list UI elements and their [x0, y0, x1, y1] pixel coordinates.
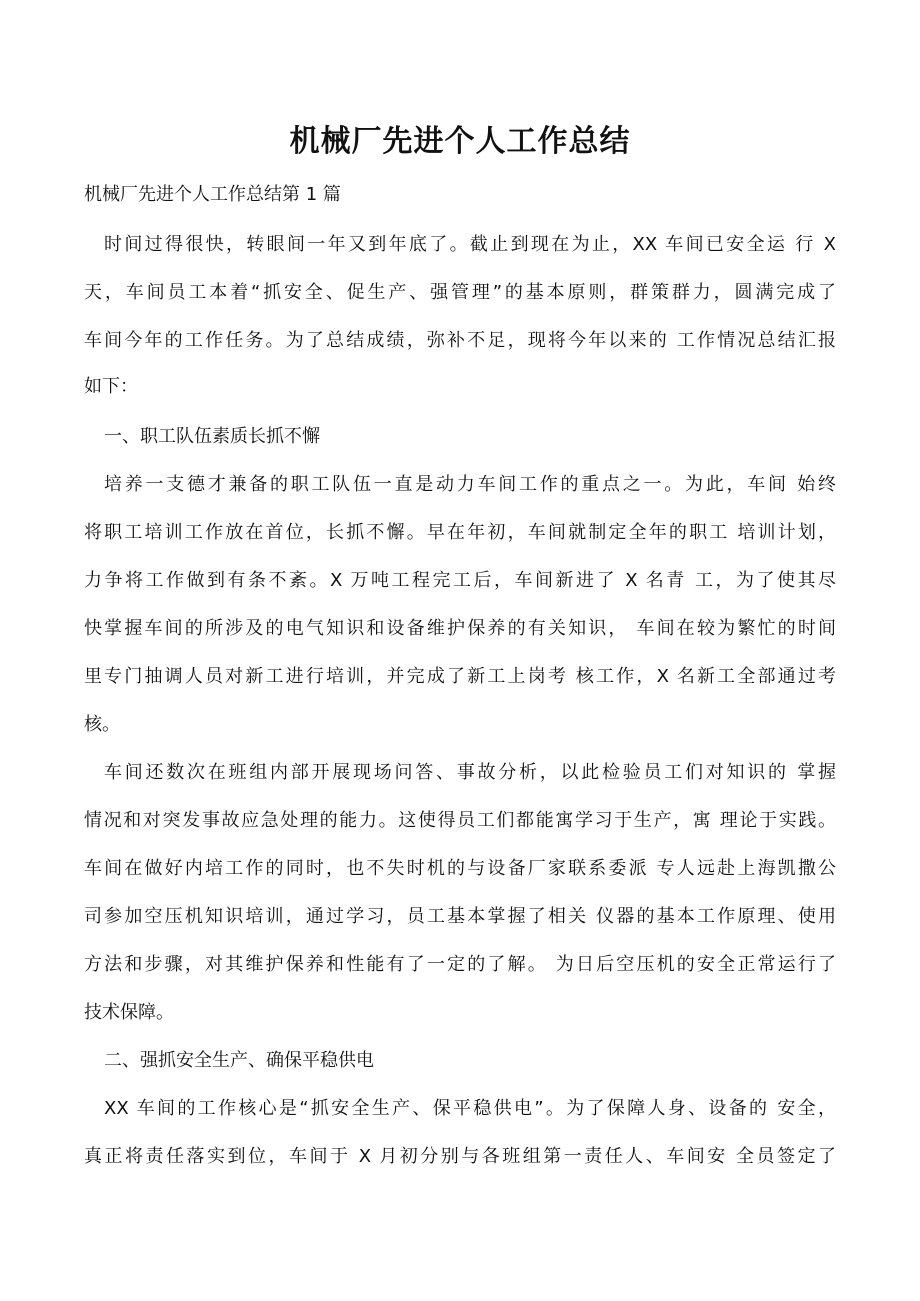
paragraph-line: 快掌握车间的所涉及的电气知识和设备维护保养的有关知识， 车间在较为繁忙的时间 [84, 618, 836, 639]
paragraph-line: 时间过得很快，转眼间一年又到年底了。截止到现在为止，XX 车间已安全运 行 X [104, 234, 836, 255]
paragraph-line: 情况和对突发事故应急处理的能力。这使得员工们都能寓学习于生产，寓 理论于实践。 [84, 810, 836, 831]
paragraph-line: 车间在做好内培工作的同时，也不失时机的与设备厂家联系委派 专人远赴上海凯撒公 [84, 858, 836, 879]
paragraph-line: 力争将工作做到有条不紊。X 万吨工程完工后，车间新进了 X 名青 工，为了使其尽 [84, 570, 836, 591]
paragraph-line: 里专门抽调人员对新工进行培训，并完成了新工上岗考 核工作，X 名新工全部通过考 [84, 666, 836, 687]
paragraph-line: 如下： [84, 376, 138, 397]
paragraph-line: 核。 [84, 714, 120, 735]
paragraph-line: 培养一支德才兼备的职工队伍一直是动力车间工作的重点之一。为此，车间 始终 [104, 474, 836, 495]
paragraph-line: 天，车间员工本着“抓安全、促生产、强管理”的基本原则，群策群力，圆满完成了 [84, 282, 836, 303]
paragraph-line: XX 车间的工作核心是“抓安全生产、保平稳供电”。为了保障人身、设备的 安全， [104, 1098, 836, 1119]
paragraph-line: 技术保障。 [84, 1002, 174, 1023]
section-heading: 二、强抓安全生产、确保平稳供电 [104, 1050, 374, 1071]
paragraph-line: 车间今年的工作任务。为了总结成绩，弥补不足，现将今年以来的 工作情况总结汇报 [84, 330, 836, 351]
section-heading: 一、职工队伍素质长抓不懈 [104, 426, 320, 447]
paragraph-line: 方法和步骤，对其维护保养和性能有了一定的了解。 为日后空压机的安全正常运行了 [84, 954, 836, 975]
paragraph-line: 车间还数次在班组内部开展现场问答、事故分析，以此检验员工们对知识的 掌握 [104, 762, 836, 783]
paragraph-line: 司参加空压机知识培训，通过学习，员工基本掌握了相关 仪器的基本工作原理、使用 [84, 906, 836, 927]
document-title: 机械厂先进个人工作总结 [289, 124, 631, 159]
paragraph-line: 将职工培训工作放在首位，长抓不懈。早在年初，车间就制定全年的职工 培训计划， [84, 522, 836, 543]
paragraph-line: 真正将责任落实到位，车间于 X 月初分别与各班组第一责任人、车间安 全员签定了 [84, 1146, 836, 1167]
document-subtitle: 机械厂先进个人工作总结第 1 篇 [84, 184, 341, 205]
